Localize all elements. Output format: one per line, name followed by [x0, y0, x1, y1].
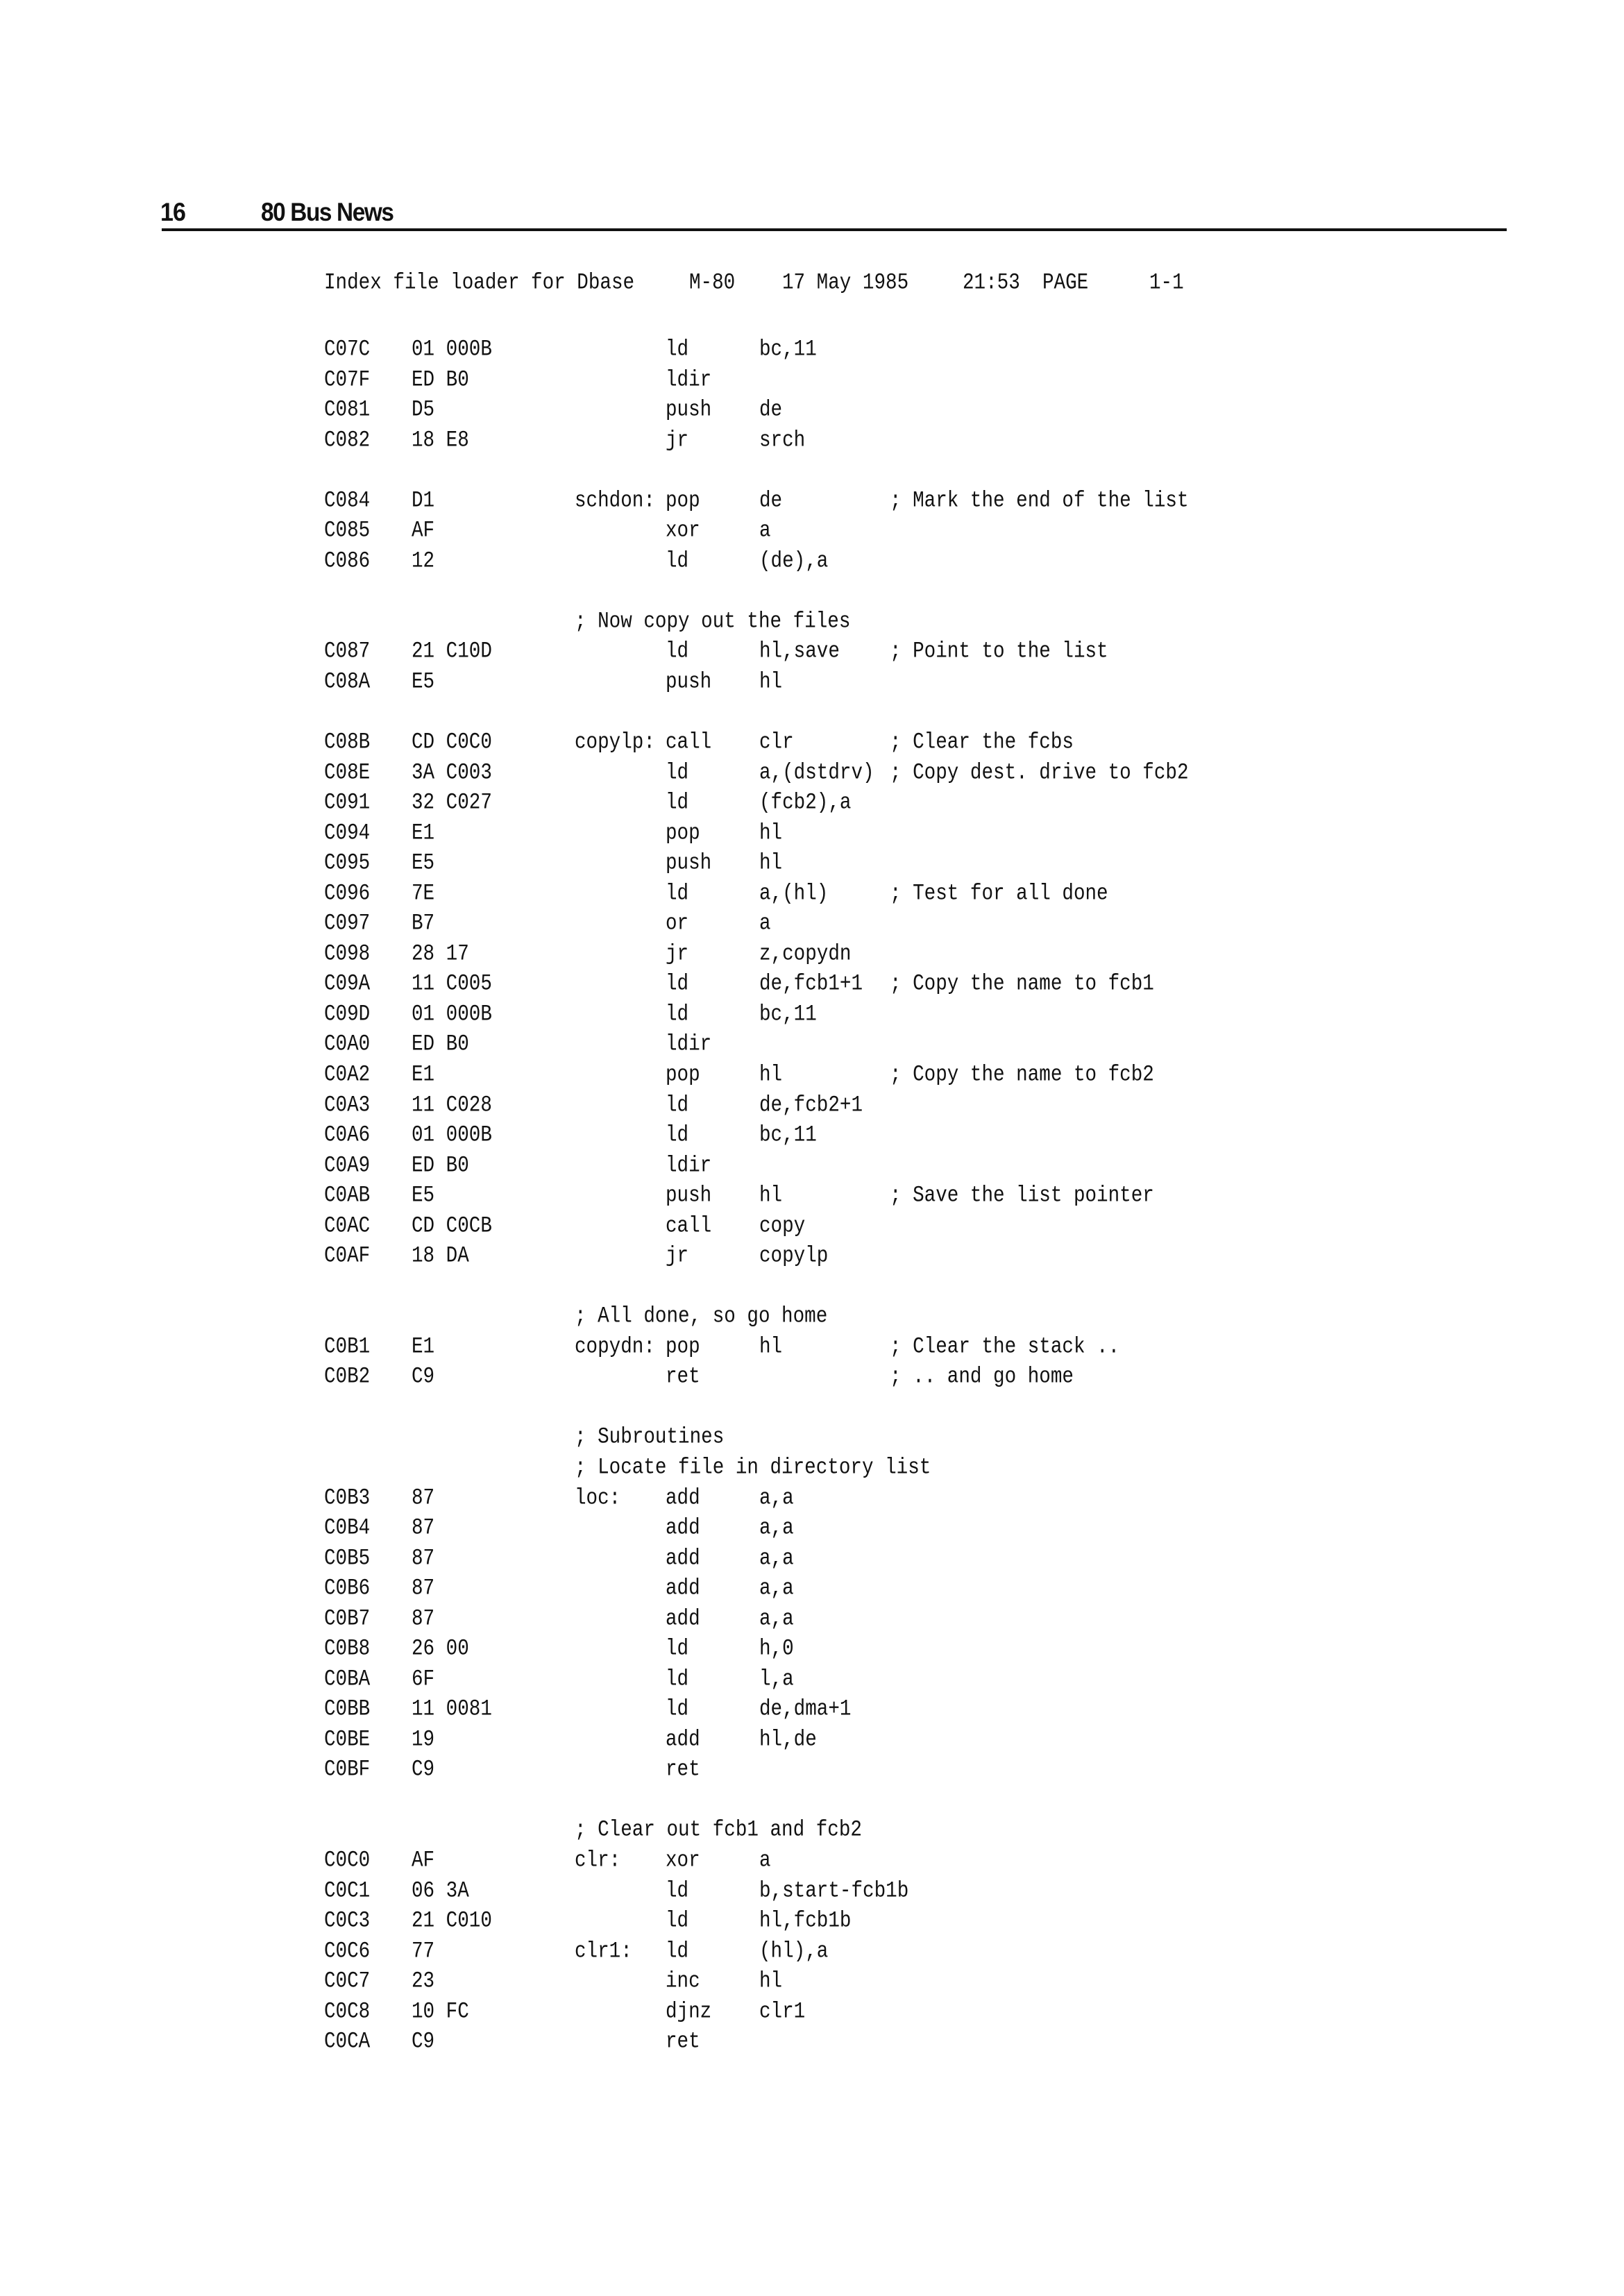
code-line	[0, 1939, 1624, 1974]
operand: bc,11	[759, 1122, 817, 1149]
mnemonic: push	[666, 850, 712, 877]
object-bytes: ED B0	[412, 1152, 469, 1179]
object-bytes: 01 000B	[412, 337, 492, 362]
operand: copylp	[759, 1243, 829, 1269]
mnemonic: ld	[666, 971, 689, 997]
code-line	[0, 1031, 1624, 1067]
code-line	[0, 337, 1624, 372]
operand: z,copydn	[759, 941, 852, 967]
line-comment: ; Clear the fcbs	[890, 729, 1074, 756]
operand: hl,save	[759, 639, 840, 665]
code-line	[0, 1999, 1624, 2034]
address: C0CA	[324, 2029, 371, 2055]
address: C0AF	[324, 1243, 371, 1269]
address: C0C3	[324, 1908, 371, 1934]
address: C0A3	[324, 1092, 371, 1118]
mnemonic: add	[666, 1485, 700, 1511]
object-bytes: 87	[412, 1515, 435, 1542]
address: C095	[324, 850, 371, 877]
operand: l,a	[759, 1666, 794, 1692]
address: C08A	[324, 669, 371, 695]
object-bytes: ED B0	[412, 366, 469, 393]
address: C0A9	[324, 1152, 371, 1179]
operand: (de),a	[759, 548, 829, 574]
code-line	[0, 820, 1624, 856]
mnemonic: ld	[666, 1002, 689, 1027]
code-line	[0, 1364, 1624, 1399]
address: C0B6	[324, 1576, 371, 1602]
address: C0AC	[324, 1213, 371, 1239]
code-line	[0, 1002, 1624, 1037]
address: C085	[324, 518, 371, 544]
address: C096	[324, 881, 371, 906]
object-bytes: C9	[412, 2029, 435, 2055]
code-line	[0, 1968, 1624, 2004]
object-bytes: E5	[412, 669, 435, 695]
section-comment: ; All done, so go home	[575, 1303, 828, 1330]
object-bytes: 21 C10D	[412, 639, 492, 665]
operand: h,0	[759, 1636, 794, 1662]
code-line	[0, 1243, 1624, 1278]
operand: a,(hl)	[759, 881, 829, 906]
object-bytes: ED B0	[412, 1031, 469, 1058]
mnemonic: ldir	[666, 366, 712, 393]
address: C0B8	[324, 1636, 371, 1662]
operand: a	[759, 911, 771, 937]
address: C082	[324, 428, 371, 453]
code-line	[0, 1757, 1624, 1792]
address: C0BE	[324, 1727, 371, 1753]
code-line	[0, 639, 1624, 674]
address: C0A6	[324, 1122, 371, 1149]
object-bytes: 32 C027	[412, 790, 492, 816]
object-bytes: 06 3A	[412, 1877, 469, 1904]
object-bytes: D1	[412, 488, 435, 514]
section-comment: ; Subroutines	[575, 1424, 725, 1451]
operand: bc,11	[759, 337, 817, 362]
address: C0B3	[324, 1485, 371, 1511]
operand: hl	[759, 1062, 783, 1088]
object-bytes: 87	[412, 1576, 435, 1602]
operand: a	[759, 1848, 771, 1873]
operand: (fcb2),a	[759, 790, 852, 816]
mnemonic: add	[666, 1546, 700, 1571]
mnemonic: ld	[666, 790, 689, 816]
code-line	[0, 1727, 1624, 1762]
object-bytes: 18 DA	[412, 1243, 469, 1269]
operand: a,a	[759, 1485, 794, 1511]
comment-line	[0, 1455, 1624, 1490]
mnemonic: pop	[666, 820, 700, 846]
object-bytes: 23	[412, 1968, 435, 1995]
mnemonic: ld	[666, 881, 689, 906]
operand: (hl),a	[759, 1939, 829, 1964]
object-bytes: 28 17	[412, 941, 469, 967]
mnemonic: ld	[666, 639, 689, 665]
operand: b,start-fcb1b	[759, 1877, 909, 1904]
code-line	[0, 790, 1624, 825]
address: C0C7	[324, 1968, 371, 1995]
mnemonic: ld	[666, 1696, 689, 1723]
address: C08B	[324, 729, 371, 756]
operand: a,a	[759, 1546, 794, 1571]
code-line	[0, 1334, 1624, 1369]
mnemonic: xor	[666, 1848, 700, 1873]
code-label: schdon:	[575, 488, 655, 514]
address: C0BA	[324, 1666, 371, 1692]
operand: hl,fcb1b	[759, 1908, 852, 1934]
address: C084	[324, 488, 371, 514]
operand: bc,11	[759, 1002, 817, 1027]
assembler-name: M-80	[689, 270, 736, 296]
mnemonic: push	[666, 397, 712, 423]
object-bytes: 11 C028	[412, 1092, 492, 1118]
page-number: 16	[160, 198, 186, 226]
mnemonic: ret	[666, 1757, 700, 1783]
publication-title: 80 Bus News	[261, 198, 394, 226]
code-line	[0, 428, 1624, 463]
code-line	[0, 669, 1624, 704]
object-bytes: 11 0081	[412, 1696, 492, 1723]
address: C0A0	[324, 1031, 371, 1058]
page-label: PAGE	[1042, 270, 1089, 296]
code-line	[0, 1546, 1624, 1581]
address: C0BF	[324, 1757, 371, 1783]
mnemonic: push	[666, 669, 712, 695]
mnemonic: add	[666, 1727, 700, 1753]
object-bytes: CD C0C0	[412, 729, 492, 756]
mnemonic: ld	[666, 759, 689, 786]
address: C0BB	[324, 1696, 371, 1723]
line-comment: ; Point to the list	[890, 639, 1108, 665]
mnemonic: xor	[666, 518, 700, 544]
line-comment: ; Test for all done	[890, 881, 1108, 906]
operand: clr	[759, 729, 794, 756]
operand: hl	[759, 850, 783, 877]
operand: copy	[759, 1213, 806, 1239]
object-bytes: E5	[412, 850, 435, 877]
address: C094	[324, 820, 371, 846]
listing-page: 1-1	[1149, 270, 1184, 296]
address: C0B7	[324, 1606, 371, 1632]
code-line	[0, 1515, 1624, 1551]
mnemonic: call	[666, 1213, 712, 1239]
mnemonic: ld	[666, 1666, 689, 1692]
code-line	[0, 1122, 1624, 1158]
operand: hl	[759, 669, 783, 695]
object-bytes: 3A C003	[412, 759, 492, 786]
code-label: copylp:	[575, 729, 655, 756]
object-bytes: 12	[412, 548, 435, 574]
operand: de,fcb2+1	[759, 1092, 863, 1118]
operand: a,a	[759, 1576, 794, 1602]
blank-line	[0, 704, 1624, 734]
mnemonic: or	[666, 911, 689, 937]
mnemonic: inc	[666, 1968, 700, 1995]
address: C097	[324, 911, 371, 937]
mnemonic: jr	[666, 428, 689, 453]
object-bytes: CD C0CB	[412, 1213, 492, 1239]
blank-line	[0, 1399, 1624, 1430]
mnemonic: ret	[666, 1364, 700, 1390]
mnemonic: ld	[666, 1122, 689, 1149]
listing-title-text: Index file loader for Dbase	[324, 270, 635, 296]
mnemonic: ldir	[666, 1152, 712, 1179]
object-bytes: 19	[412, 1727, 435, 1753]
object-bytes: B7	[412, 911, 435, 937]
object-bytes: 7E	[412, 881, 435, 906]
operand: clr1	[759, 1999, 806, 2025]
line-comment: ; Copy the name to fcb2	[890, 1062, 1154, 1088]
mnemonic: ld	[666, 1908, 689, 1934]
operand: de,dma+1	[759, 1696, 852, 1723]
address: C086	[324, 548, 371, 574]
code-label: loc:	[575, 1485, 621, 1511]
object-bytes: E1	[412, 820, 435, 846]
code-label: clr1:	[575, 1939, 632, 1964]
object-bytes: 87	[412, 1485, 435, 1511]
mnemonic: add	[666, 1515, 700, 1542]
object-bytes: 21 C010	[412, 1908, 492, 1934]
mnemonic: add	[666, 1606, 700, 1632]
object-bytes: 87	[412, 1546, 435, 1571]
code-line	[0, 1485, 1624, 1521]
object-bytes: 10 FC	[412, 1999, 469, 2025]
line-comment: ; .. and go home	[890, 1364, 1074, 1390]
listing-time: 21:53	[963, 270, 1020, 296]
mnemonic: jr	[666, 1243, 689, 1269]
object-bytes: 77	[412, 1939, 435, 1964]
comment-line	[0, 1303, 1624, 1339]
line-comment: ; Copy the name to fcb1	[890, 971, 1154, 997]
code-label: copydn:	[575, 1334, 655, 1360]
object-bytes: E1	[412, 1334, 435, 1360]
line-comment: ; Copy dest. drive to fcb2	[890, 759, 1189, 786]
address: C0A2	[324, 1062, 371, 1088]
address: C09A	[324, 971, 371, 997]
object-bytes: 01 000B	[412, 1122, 492, 1149]
operand: hl	[759, 1968, 783, 1995]
address: C07F	[324, 366, 371, 393]
object-bytes: C9	[412, 1364, 435, 1390]
line-comment: ; Clear the stack ..	[890, 1334, 1120, 1360]
line-comment: ; Mark the end of the list	[890, 488, 1189, 514]
address: C0AB	[324, 1183, 371, 1209]
operand: de	[759, 488, 783, 514]
code-line	[0, 548, 1624, 584]
mnemonic: ret	[666, 2029, 700, 2055]
code-line	[0, 1183, 1624, 1218]
address: C091	[324, 790, 371, 816]
line-comment: ; Save the list pointer	[890, 1183, 1154, 1209]
code-line	[0, 397, 1624, 432]
address: C08E	[324, 759, 371, 786]
address: C0C8	[324, 1999, 371, 2025]
object-bytes: AF	[412, 518, 435, 544]
code-line	[0, 1636, 1624, 1671]
object-bytes: 87	[412, 1606, 435, 1632]
operand: hl	[759, 1183, 783, 1209]
address: C09D	[324, 1002, 371, 1027]
address: C087	[324, 639, 371, 665]
section-comment: ; Locate file in directory list	[575, 1455, 931, 1480]
operand: srch	[759, 428, 806, 453]
address: C0B1	[324, 1334, 371, 1360]
address: C07C	[324, 337, 371, 362]
address: C0C0	[324, 1848, 371, 1873]
operand: hl,de	[759, 1727, 817, 1753]
object-bytes: 26 00	[412, 1636, 469, 1662]
address: C0B5	[324, 1546, 371, 1571]
operand: hl	[759, 820, 783, 846]
address: C081	[324, 397, 371, 423]
code-line	[0, 1152, 1624, 1188]
code-line	[0, 1606, 1624, 1641]
mnemonic: ldir	[666, 1031, 712, 1058]
blank-line	[0, 462, 1624, 493]
object-bytes: AF	[412, 1848, 435, 1873]
code-label: clr:	[575, 1848, 621, 1873]
mnemonic: push	[666, 1183, 712, 1209]
address: C0B4	[324, 1515, 371, 1542]
operand: a,(dstdrv)	[759, 759, 874, 786]
code-line	[0, 881, 1624, 916]
object-bytes: 18 E8	[412, 428, 469, 453]
mnemonic: ld	[666, 337, 689, 362]
mnemonic: call	[666, 729, 712, 756]
section-comment: ; Clear out fcb1 and fcb2	[575, 1817, 862, 1843]
code-line	[0, 366, 1624, 403]
operand: hl	[759, 1334, 783, 1360]
mnemonic: pop	[666, 1334, 700, 1360]
address: C0B2	[324, 1364, 371, 1390]
object-bytes: 01 000B	[412, 1002, 492, 1027]
mnemonic: ld	[666, 1939, 689, 1964]
object-bytes: E1	[412, 1062, 435, 1088]
operand: de,fcb1+1	[759, 971, 863, 997]
mnemonic: ld	[666, 548, 689, 574]
address: C098	[324, 941, 371, 967]
mnemonic: ld	[666, 1877, 689, 1904]
section-comment: ; Now copy out the files	[575, 609, 851, 634]
comment-line	[0, 1817, 1624, 1852]
code-line	[0, 488, 1624, 523]
code-line	[0, 1576, 1624, 1611]
mnemonic: ld	[666, 1092, 689, 1118]
operand: de	[759, 397, 783, 423]
operand: a,a	[759, 1606, 794, 1632]
code-line	[0, 2029, 1624, 2064]
address: C0C1	[324, 1877, 371, 1904]
object-bytes: 6F	[412, 1666, 435, 1692]
mnemonic: add	[666, 1576, 700, 1602]
mnemonic: pop	[666, 488, 700, 514]
object-bytes: E5	[412, 1183, 435, 1209]
operand: a	[759, 518, 771, 544]
address: C0C6	[324, 1939, 371, 1964]
listing-date: 17 May 1985	[782, 270, 909, 296]
mnemonic: djnz	[666, 1999, 712, 2025]
object-bytes: D5	[412, 397, 435, 423]
operand: a,a	[759, 1515, 794, 1542]
mnemonic: jr	[666, 941, 689, 967]
mnemonic: ld	[666, 1636, 689, 1662]
object-bytes: 11 C005	[412, 971, 492, 997]
object-bytes: C9	[412, 1757, 435, 1783]
mnemonic: pop	[666, 1062, 700, 1088]
